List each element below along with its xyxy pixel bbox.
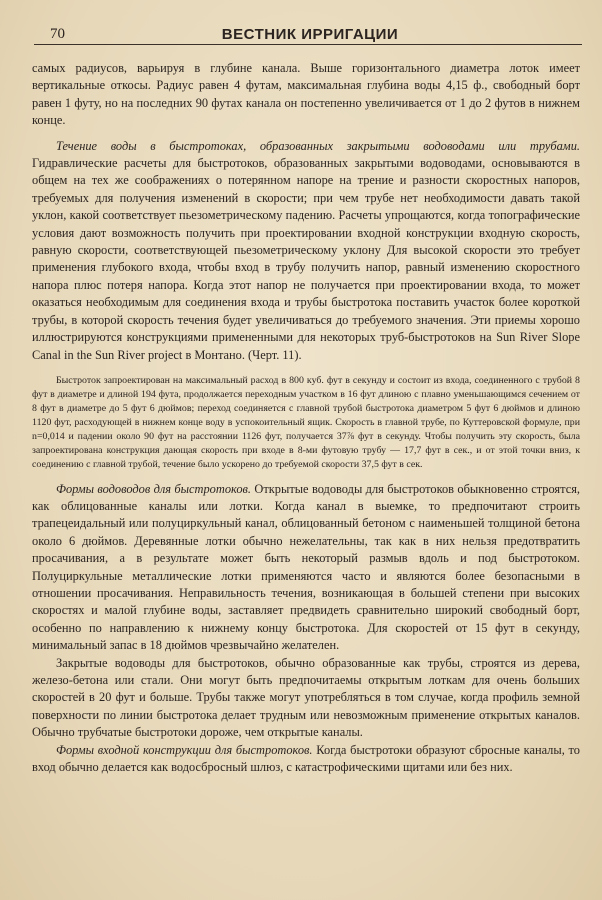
- paragraph-inlet-forms: [32, 742, 580, 777]
- paragraph-text: самых радиусов, варьируя в глубине канала. Выше горизонтального диаметра лоток имеет вертикальные откосы. Радиус равен 4 футам, максимальная глубина воды 4,15 ф., свободный борт равен 1 футу, но на последних 90 футах канала он постепенно увеличивается от 1 до 2 футов в нижнем конце.: [32, 61, 580, 128]
- paragraph-continuation: [32, 60, 580, 130]
- paragraph-text: Когда быстротоки образуют сбросные каналы, то вход обычно делается как водосбросный шлюз, с катастрофическими щитами или без них.: [32, 742, 580, 775]
- paragraph-text: Закрытые водоводы для быстротоков, обычно образованные как трубы, строятся из дерева, железо-бетона или стали. Они могут быть предпочитаемы открытым лоткам для очень больших скоростей в 20 фут и больше. Трубы также могут употребляться в том случае, когда профиль земной поверхности по линии быстротока делает трудным или невозможным применение открытых каналов. Обычно трубчатые быстротоки дороже, чем открытые каналы.: [32, 655, 580, 740]
- paragraph-text: Гидравлические расчеты для быстротоков, образованных закрытыми водоводами, основываются в общем на тех же соображениях о потерянном напоре на трение и разности скоростных напоров, требуемых для получения изменений в скорости; при чем трубе нет необходимости давать такой уклон, какой соответствует пьезометрическому падению. Расчеты упрощаются, когда топографические условия дают возможность получить при проектировании входной конструкции входную скорость, равную скорости, соответствующей пьезометрическому уклону Для высокой скорости это требует применения глубокого входа, чтобы вход в трубу получить напор, равный изменению скоростного напора плюс потеря напора. Когда этот напор не получается при проектировании входа, то может оказаться необходимым для соединения входа и трубы быстротока поставить участок более короткой трубы, в которой скорость течения будет увеличиваться до требуемого значения. Эти приемы хорошо иллюстрируются конструкциями примененными для некоторых труб-быстротоков на Sun River Slope Canal in the Sun River project в Монтано. (Черт. 11).: [32, 156, 580, 362]
- section-heading: Формы водоводов для быстротоков.: [56, 481, 252, 496]
- paragraph-text: Открытые водоводы для быстротоков обыкновенно строятся, как облицованные каналы или лотки. Когда канал в выемке, то предпочитают строить трапецеидальный или полуциркульный канал, облицованный бетоном с наименьшей толщиной бетона около 6 дюймов. Деревянные лотки обычно нежелательны, так как в них нельзя предотвратить просачивания, а в результате может быть некоторый размыв вдоль и под быстротоком. Полуциркульные металлические лотки применяются часто и являются более безопасными в отношении просачивания. Неправильность течения, возникающая в большей степени при высоких скоростях и малой глубине воды, заставляет предвидеть сравнительно широкий свободный борт, особенно по направлению к нижнему концу быстротока. Для скоростей от 15 фут в секунду, минимальный запас в 18 дюймов чрезвычайно желателен.: [32, 481, 580, 653]
- header-rule: [34, 44, 582, 45]
- page-header: [40, 26, 580, 46]
- section-heading: Течение воды в быстротоках, образованных закрытыми водоводами или трубами.: [56, 138, 580, 153]
- article-body: [32, 60, 580, 776]
- example-note: Быстроток запроектирован на максимальный расход в 800 куб. фут в секунду и состоит из входа, соединенного с трубой 8 фут в диаметре и длиной 194 фута, продолжается переходным участком в 16 фут длиною с плавно уменьшающимся сечением от 8 фут в диаметре до 5 фут 6 дюймов; переход соединяется с главной трубой быстротока диаметром 5 фут 6 дюймов и длиною 1120 фут, расходующей в нижнем конце воду в успокоительный ящик. Скорость в главной трубе, по Куттеровской формуле, при n=0,014 и падении около 90 фут на расстоянии 1126 фут, получается 37⅞ фут в секунду. Чтобы получить эту скорость, была запроектирована конструкция дающая скорость при входе в 8-ми футовую трубу — 17,7 фут в сек., и от этой точки вниз, к соединению с главной трубой, течение было ускорено до требуемой скорости 37,5 фут в сек.: [32, 374, 580, 471]
- journal-title: ВЕСТНИК ИРРИГАЦИИ: [221, 26, 399, 43]
- paragraph-pipe-flow: [32, 138, 580, 364]
- paragraph-conduit-forms: [32, 481, 580, 655]
- section-heading: Формы входной конструкции для быстротоков.: [56, 742, 313, 757]
- page-number: 70: [50, 26, 65, 42]
- paragraph-closed-conduits: [32, 655, 580, 742]
